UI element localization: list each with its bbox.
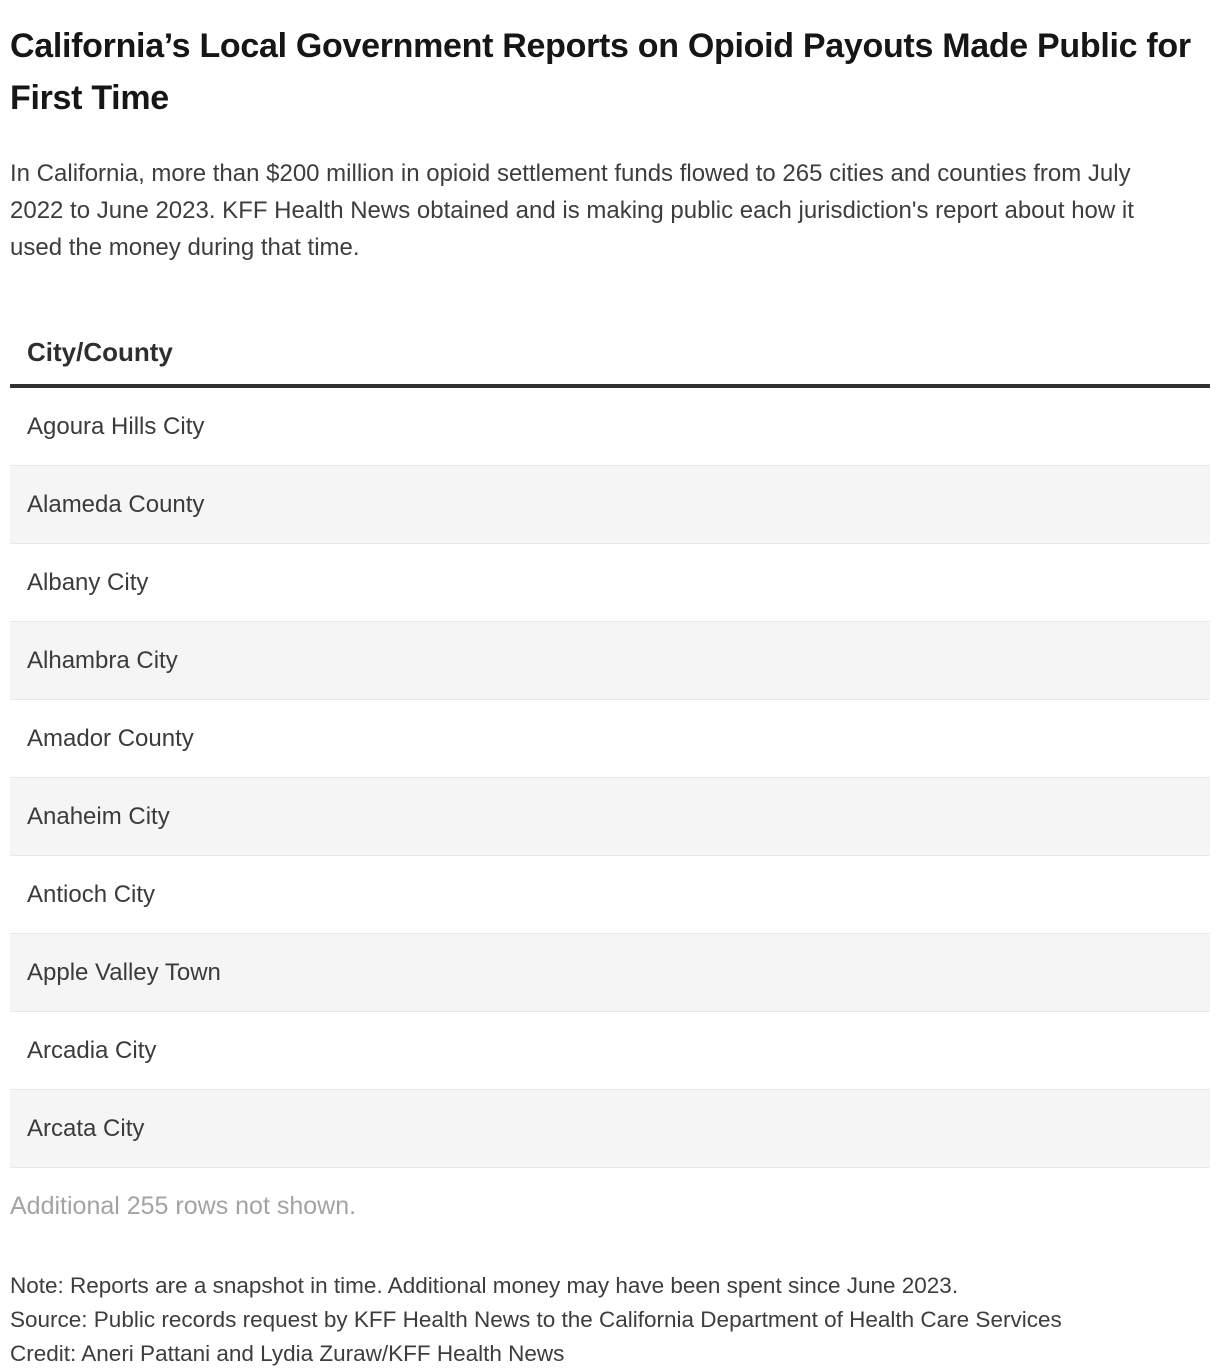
city-county-cell: Amador County [27,724,194,752]
table-row [10,622,1210,700]
table-row [10,1090,1210,1168]
city-county-cell: Arcata City [27,1114,145,1142]
note-line: Note: Reports are a snapshot in time. Additional money may have been spent since June 2023. [10,1273,959,1298]
city-county-cell: Antioch City [27,880,156,908]
city-county-cell: Arcadia City [27,1036,157,1064]
city-county-cell: Anaheim City [27,802,170,830]
city-county-cell: Apple Valley Town [27,958,221,986]
table-row [10,856,1210,934]
table-row [10,934,1210,1012]
footnotes-block [10,1269,1210,1371]
table-row [10,1012,1210,1090]
city-county-cell: Albany City [27,568,149,596]
article-container [0,20,1220,1371]
city-county-cell: Agoura Hills City [27,412,205,440]
table-row [10,778,1210,856]
city-county-cell: Alameda County [27,490,205,518]
table-row [10,466,1210,544]
table-row [10,700,1210,778]
intro-paragraph: In California, more than $200 million in opioid settlement funds flowed to 265 cities and counties from July 2022 to June 2023. KFF Health News obtained and is making public each jurisdiction's report about how it used the money during that time. [10,160,1134,261]
credit-line: Credit: Aneri Pattani and Lydia Zuraw/KFF Health News [10,1341,565,1366]
rows-not-shown-note: Additional 255 rows not shown. [10,1192,357,1220]
column-header-city-county: City/County [27,337,173,367]
city-county-table [10,337,1210,1168]
table-row [10,388,1210,466]
city-county-cell: Alhambra City [27,646,178,674]
page-title: California’s Local Government Reports on Opioid Payouts Made Public for First Time [10,27,1191,117]
table-body [10,388,1210,1168]
table-row [10,544,1210,622]
source-line: Source: Public records request by KFF Health News to the California Department of Health Care Services [10,1307,1062,1332]
